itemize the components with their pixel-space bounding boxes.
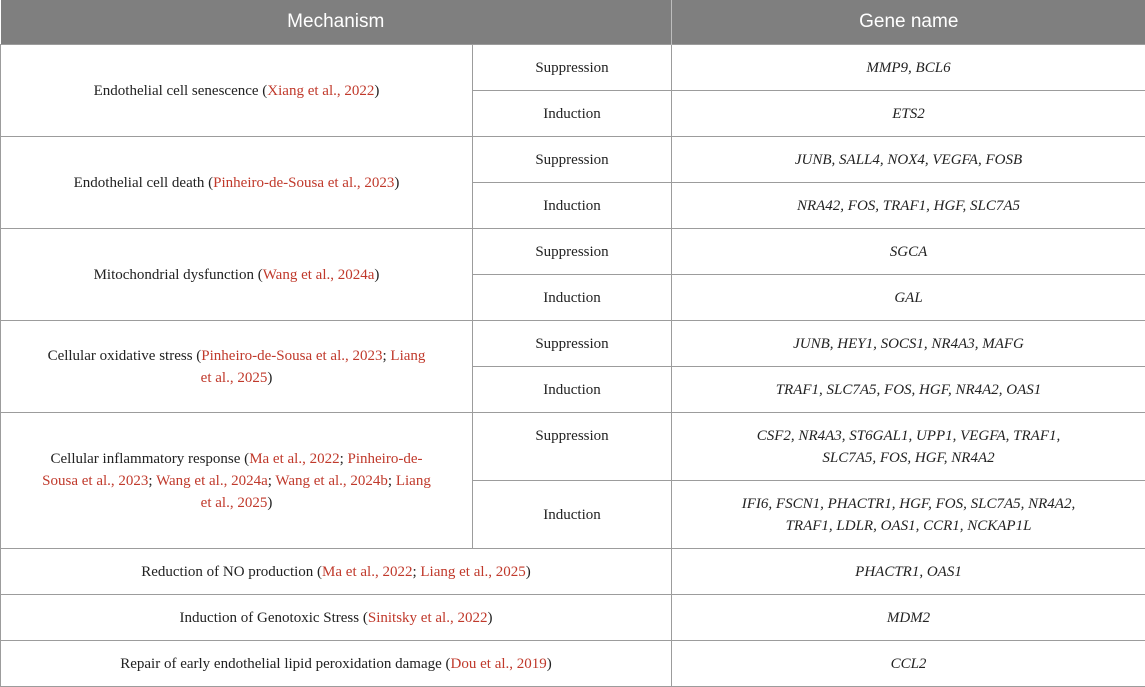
citation-link[interactable]: Ma et al., 2022 <box>249 451 339 467</box>
induction-label: Induction <box>473 183 672 229</box>
citation-separator: ; <box>340 451 348 467</box>
induction-label: Induction <box>473 275 672 321</box>
mechanism-cell <box>1 549 672 595</box>
mechanism-tail: ) <box>394 175 399 191</box>
genes-cell: CCL2 <box>672 641 1145 687</box>
mechanism-cell <box>1 229 473 321</box>
citation-link[interactable]: Wang et al., 2024b <box>275 473 388 489</box>
mechanism-cell <box>1 321 473 413</box>
mechanism-cell <box>1 595 672 641</box>
citation-separator: ; <box>388 473 396 489</box>
mechanism-text: Repair of early endothelial lipid peroxidation damage ( <box>120 656 450 672</box>
induction-genes: NRA42, FOS, TRAF1, HGF, SLC7A5 <box>672 183 1145 229</box>
induction-label: Induction <box>473 481 672 549</box>
mechanism-text: Endothelial cell senescence ( <box>94 83 268 99</box>
suppression-label: Suppression <box>473 413 672 481</box>
mechanism-text: Cellular inflammatory response ( <box>50 451 249 467</box>
table-row <box>1 321 1145 367</box>
suppression-genes: MMP9, BCL6 <box>672 45 1145 91</box>
citation-separator: ; <box>268 473 276 489</box>
citation-separator: ; <box>412 564 420 580</box>
mechanism-cell <box>1 45 473 137</box>
mechanism-cell <box>1 137 473 229</box>
induction-label: Induction <box>473 91 672 137</box>
mechanism-text: Mitochondrial dysfunction ( <box>94 267 263 283</box>
suppression-label: Suppression <box>473 137 672 183</box>
citation-separator: ; <box>383 348 391 364</box>
citation-separator: ; <box>148 473 156 489</box>
citation-link[interactable]: Sinitsky et al., 2022 <box>368 610 488 626</box>
suppression-genes: SGCA <box>672 229 1145 275</box>
mechanism-cell <box>1 413 473 549</box>
citation-link[interactable]: Pinheiro-de-Sousa et al., 2023 <box>201 348 382 364</box>
table-row <box>1 549 1145 595</box>
mechanism-tail: ) <box>526 564 531 580</box>
citation-link[interactable]: Liang et al., 2025 <box>201 348 426 386</box>
suppression-genes: JUNB, HEY1, SOCS1, NR4A3, MAFG <box>672 321 1145 367</box>
suppression-genes: JUNB, SALL4, NOX4, VEGFA, FOSB <box>672 137 1145 183</box>
table-row <box>1 229 1145 275</box>
table-row <box>1 45 1145 91</box>
mechanism-tail: ) <box>267 370 272 386</box>
mechanism-tail: ) <box>374 83 379 99</box>
mechanism-tail: ) <box>267 495 272 511</box>
citation-link[interactable]: Dou et al., 2019 <box>451 656 547 672</box>
mechanism-tail: ) <box>374 267 379 283</box>
mechanism-text: Reduction of NO production ( <box>141 564 322 580</box>
suppression-label: Suppression <box>473 321 672 367</box>
header-row <box>1 0 1145 45</box>
mechanism-text: Induction of Genotoxic Stress ( <box>180 610 368 626</box>
header-gene-name: Gene name <box>672 0 1145 45</box>
header-mechanism: Mechanism <box>1 0 672 45</box>
suppression-label: Suppression <box>473 45 672 91</box>
citation-link[interactable]: Pinheiro-de-Sousa et al., 2023 <box>213 175 394 191</box>
table-row <box>1 595 1145 641</box>
induction-genes: ETS2 <box>672 91 1145 137</box>
citation-link[interactable]: Wang et al., 2024a <box>156 473 268 489</box>
induction-label: Induction <box>473 367 672 413</box>
citation-link[interactable]: Pinheiro-de-Sousa et al., 2023 <box>42 451 422 489</box>
citation-link[interactable]: Liang et al., 2025 <box>201 473 431 511</box>
table-row <box>1 641 1145 687</box>
mechanism-text: Endothelial cell death ( <box>74 175 214 191</box>
induction-genes: GAL <box>672 275 1145 321</box>
citation-link[interactable]: Liang et al., 2025 <box>420 564 525 580</box>
citation-link[interactable]: Wang et al., 2024a <box>263 267 375 283</box>
suppression-genes: CSF2, NR4A3, ST6GAL1, UPP1, VEGFA, TRAF1, SLC7A5, FOS, HGF, NR4A2 <box>672 413 1145 481</box>
mechanism-text: Cellular oxidative stress ( <box>48 348 202 364</box>
mechanism-tail: ) <box>487 610 492 626</box>
suppression-label: Suppression <box>473 229 672 275</box>
induction-genes: IFI6, FSCN1, PHACTR1, HGF, FOS, SLC7A5, NR4A2, TRAF1, LDLR, OAS1, CCR1, NCKAP1L <box>672 481 1145 549</box>
genes-cell: PHACTR1, OAS1 <box>672 549 1145 595</box>
citation-link[interactable]: Xiang et al., 2022 <box>267 83 374 99</box>
mechanism-tail: ) <box>547 656 552 672</box>
mechanism-cell <box>1 641 672 687</box>
table-row <box>1 137 1145 183</box>
genes-cell: MDM2 <box>672 595 1145 641</box>
table-row <box>1 413 1145 481</box>
citation-link[interactable]: Ma et al., 2022 <box>322 564 412 580</box>
induction-genes: TRAF1, SLC7A5, FOS, HGF, NR4A2, OAS1 <box>672 367 1145 413</box>
